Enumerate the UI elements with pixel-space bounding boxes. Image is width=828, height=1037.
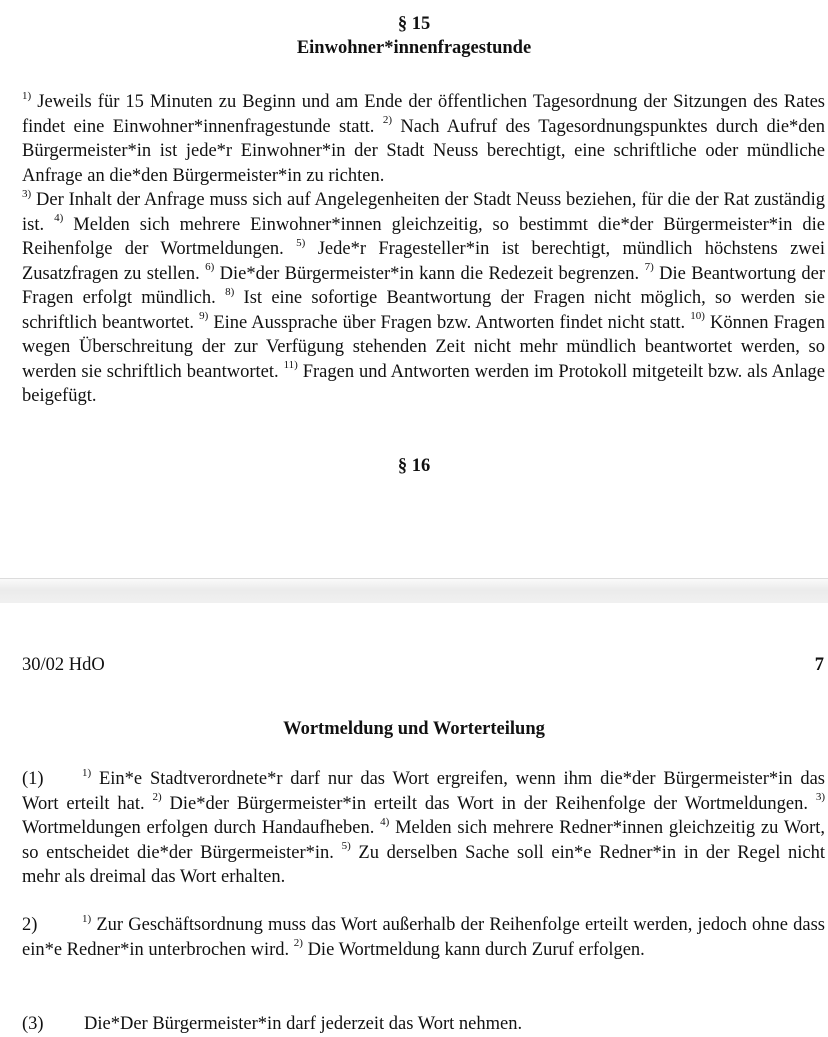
sentence-text: Der Inhalt der Anfrage muss sich auf Angelegenheiten der Stadt Neuss beziehen, für die der Rat zuständig ist. [22, 190, 825, 235]
sentence-text: Können Fragen wegen Überschreitung der zur Verfügung stehenden Zeit nicht mehr mündlich beantwortet werden, so werden sie schriftlich beantwortet. [22, 312, 825, 382]
paragraph-label: 2) [22, 915, 38, 935]
sentence-number: 11) [283, 359, 298, 372]
section-15-paragraph [22, 90, 825, 409]
sentence [205, 261, 640, 284]
sentence-text: Zur Geschäftsordnung muss das Wort außerhalb der Reihenfolge erteilt werden, jedoch ohne dass ein*e Redner*in unterbrochen wird. [22, 915, 826, 960]
page-header-reference: 30/02 HdO [22, 655, 105, 675]
sentence-number: 3) [22, 187, 32, 200]
sentence-number: 2) [293, 937, 303, 950]
page-number: 7 [814, 655, 824, 675]
paragraph-1 [22, 767, 825, 890]
sentence-text: Die*der Bürgermeister*in kann die Redezeit begrenzen. [219, 263, 640, 284]
section-number-16: § 16 [397, 456, 431, 476]
sentence-number: 5) [296, 236, 306, 249]
page-separator [0, 578, 828, 605]
sentence-text: Wortmeldungen erfolgen durch Handaufheben. [22, 818, 375, 838]
paragraph-text: Die*Der Bürgermeister*in darf jederzeit das Wort nehmen. [84, 1014, 523, 1034]
sentence [199, 310, 686, 333]
paragraph-label: (1) [22, 769, 44, 789]
sentence-number: 1) [82, 766, 92, 779]
sentence-number: 8) [225, 285, 235, 298]
sentence-text: Jede*r Fragesteller*in ist berechtigt, mündlich höchstens zwei Zusatzfragen zu stellen. [22, 239, 826, 284]
sentence-text: Melden sich mehrere Redner*innen gleichzeitig zu Wort, so entscheidet die*der Bürgermeister*in. [22, 818, 825, 863]
sentence-text: Die Beantwortung der Fragen erfolgt mündlich. [22, 263, 826, 308]
sentence-number: 1) [22, 89, 32, 102]
sentence-text: Jeweils für 15 Minuten zu Beginn und am Ende der öffentlichen Tagesordnung der Sitzungen des Rates findet eine Einwohner*innenfragestunde statt. [22, 92, 826, 137]
sentence-number: 4) [54, 212, 64, 225]
paragraph-3 [22, 1012, 825, 1037]
sentence-text: Die*der Bürgermeister*in erteilt das Wort in der Reihenfolge der Wortmeldungen. [169, 793, 808, 814]
document-page-2 [0, 603, 828, 1035]
sentence-number: 1) [82, 912, 92, 925]
paragraph-2 [22, 913, 825, 962]
sentence-number: 7) [644, 261, 654, 274]
sentence-number: 3) [815, 791, 825, 804]
sentence-text: Eine Aussprache über Fragen bzw. Antworten findet nicht statt. [213, 312, 686, 333]
sentence-text: Melden sich mehrere Einwohner*innen gleichzeitig, so bestimmt die*der Bürgermeister*in die Reihenfolge der Wortmeldungen. [22, 214, 826, 259]
sentence-number: 6) [205, 261, 215, 274]
section-number-15: § 15 [397, 14, 431, 34]
section-title: Wortmeldung und Worterteilung [283, 719, 545, 739]
sentence-number: 2) [382, 114, 392, 127]
sentence-text: Ist eine sofortige Beantwortung der Fragen nicht möglich, so werden sie schriftlich beantwortet. [22, 288, 826, 333]
sentence-text: Nach Aufruf des Tagesordnungspunktes durch die*den Bürgermeister*in ist jede*r Einwohner*in der Stadt Neuss berechtigt, eine schriftliche oder mündliche Anfrage an die*den Bürgermeister*in zu richten. [22, 116, 826, 186]
section-title: Einwohner*innenfragestunde [296, 38, 532, 58]
sentence-number: 5) [341, 840, 351, 853]
sentence-text: Fragen und Antworten werden im Protokoll mitgeteilt bzw. als Anlage beigefügt. [22, 361, 826, 406]
sentence-text: Die Wortmeldung kann durch Zuruf erfolgen. [307, 939, 645, 960]
sentence-number: 9) [199, 310, 209, 323]
paragraph-label: (3) [22, 1014, 44, 1034]
sentence-text: Ein*e Stadtverordnete*r darf nur das Wort ergreifen, wenn ihm die*der Bürgermeister*in das Wort erteilt hat. [22, 769, 825, 814]
sentence-number: 2) [152, 791, 162, 804]
sentence-number: 4) [380, 815, 390, 828]
sentence-text: Zu derselben Sache soll ein*e Redner*in in der Regel nicht mehr als dreimal das Wort erhalten. [22, 842, 825, 887]
sentence-number: 10) [690, 310, 705, 323]
